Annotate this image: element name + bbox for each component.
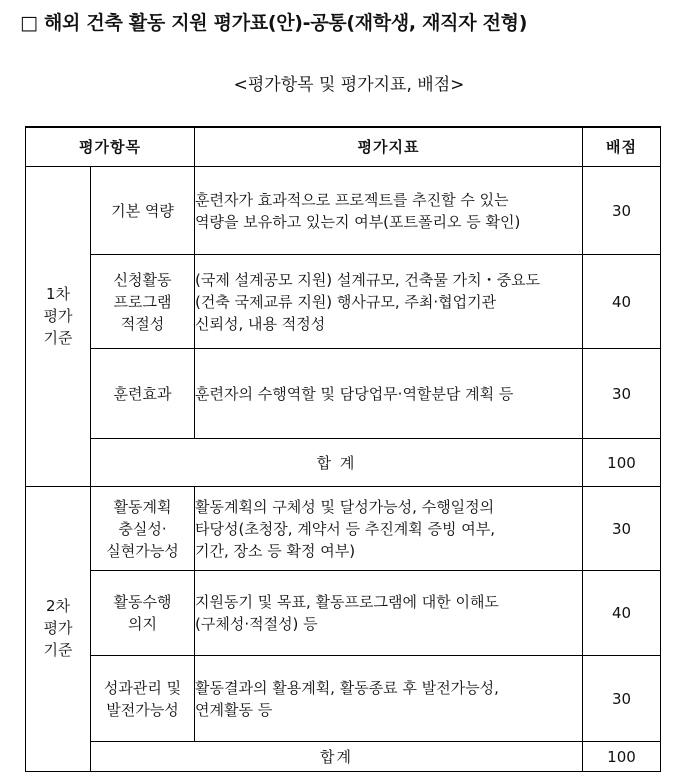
score-cell: 30: [583, 167, 661, 255]
table-row: [26, 656, 661, 742]
item-cell: 활동수행 의지: [91, 571, 195, 656]
header-score: 배점: [583, 127, 661, 167]
document-title: □ 해외 건축 활동 지원 평가표(안)-공통(재학생, 재직자 전형): [20, 12, 528, 34]
table-caption: <평가항목 및 평가지표, 배점>: [233, 75, 465, 95]
table-row: [26, 167, 661, 255]
score-cell: 30: [583, 487, 661, 571]
table-row: [26, 571, 661, 656]
header-indicator: 평가지표: [195, 127, 583, 167]
score-cell: 30: [583, 349, 661, 439]
subtotal-label: 합계: [91, 742, 583, 772]
subtotal-row: [26, 742, 661, 772]
indicator-cell: (국제 설계공모 지원) 설계규모, 건축물 가치・중요도 (건축 국제교류 지원) 행사규모, 주최·협업기관 신뢰성, 내용 적정성: [195, 255, 583, 349]
score-cell: 40: [583, 571, 661, 656]
subtotal-score: 100: [583, 742, 661, 772]
score-cell: 40: [583, 255, 661, 349]
item-cell: 신청활동 프로그램 적절성: [91, 255, 195, 349]
phase2-label: 2차 평가 기준: [26, 487, 91, 772]
indicator-cell: 훈련자의 수행역할 및 담당업무·역할분담 계획 등: [195, 349, 583, 439]
item-cell: 활동계획 충실성· 실현가능성: [91, 487, 195, 571]
header-row: [26, 127, 661, 167]
subtotal-label: 합 계: [91, 439, 583, 487]
item-cell: 성과관리 및 발전가능성: [91, 656, 195, 742]
indicator-cell: 훈련자가 효과적으로 프로젝트를 추진할 수 있는 역량을 보유하고 있는지 여부(포트폴리오 등 확인): [195, 167, 583, 255]
phase1-label: 1차 평가 기준: [26, 167, 91, 487]
subtotal-row: [26, 439, 661, 487]
evaluation-table: [25, 126, 661, 772]
header-category: 평가항목: [26, 127, 195, 167]
item-cell: 훈련효과: [91, 349, 195, 439]
indicator-cell: 활동결과의 활용계획, 활동종료 후 발전가능성, 연계활동 등: [195, 656, 583, 742]
table-row: [26, 349, 661, 439]
subtotal-score: 100: [583, 439, 661, 487]
indicator-cell: 활동계획의 구체성 및 달성가능성, 수행일정의 타당성(초청장, 계약서 등 추진계획 증빙 여부, 기간, 장소 등 확정 여부): [195, 487, 583, 571]
item-cell: 기본 역량: [91, 167, 195, 255]
table-row: [26, 255, 661, 349]
indicator-cell: 지원동기 및 목표, 활동프로그램에 대한 이해도 (구체성·적절성) 등: [195, 571, 583, 656]
table-row: [26, 487, 661, 571]
score-cell: 30: [583, 656, 661, 742]
